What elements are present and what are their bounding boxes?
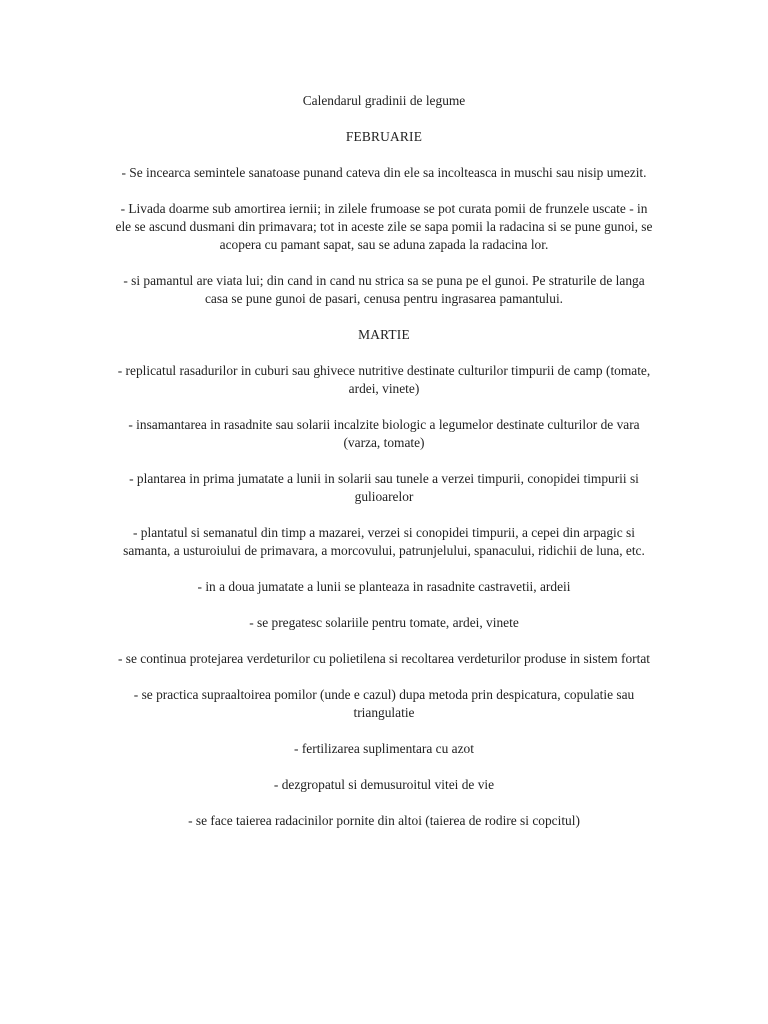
paragraph: - se face taierea radacinilor pornite din altoi (taierea de rodire si copcitul) [188,813,580,828]
paragraph: - se practica supraaltoirea pomilor (unde e cazul) dupa metoda prin despicatura, copulatie sau triangulatie [133,687,635,720]
paragraph: - insamantarea in rasadnite sau solarii incalzite biologic a legumelor destinate culturilor de vara (varza, tomate) [128,417,640,450]
section-februarie [112,128,656,308]
paragraph: - plantarea in prima jumatate a lunii in solarii sau tunele a verzei timpurii, conopidei timpurii si gulioarelor [129,471,639,504]
paragraph: - plantatul si semanatul din timp a mazarei, verzei si conopidei timpurii, a cepei din arpagic si samanta, a usturoiului de primavara, a morcovului, patrunjelului, spanacului, ridichii de luna, etc. [123,525,645,558]
paragraph: - replicatul rasadurilor in cuburi sau ghivece nutritive destinate culturilor timpurii de camp (tomate, ardei, vinete) [117,363,651,396]
paragraph: - si pamantul are viata lui; din cand in cand nu strica sa se puna pe el gunoi. Pe straturile de langa casa se pune gunoi de pasari, cenusa pentru ingrasarea pamantului. [123,273,645,306]
section-martie [112,326,656,830]
paragraph: - se continua protejarea verdeturilor cu polietilena si recoltarea verdeturilor produse in sistem fortat [117,651,651,666]
paragraph: - dezgropatul si demusuroitul vitei de vie [273,777,495,792]
paragraph: - in a doua jumatate a lunii se planteaza in rasadnite castravetii, ardeii [197,579,571,594]
month-heading: FEBRUARIE [345,129,423,144]
document-page [112,92,656,848]
paragraph: - fertilizarea suplimentara cu azot [294,741,474,756]
paragraph: - se pregatesc solariile pentru tomate, ardei, vinete [249,615,519,630]
paragraph: - Livada doarme sub amortirea iernii; in zilele frumoase se pot curata pomii de frunzele uscate - in ele se ascund dusmani din primavara; tot in aceste zile se sapa pomii la radacina si se pune gunoi, se acopera cu pamant sapat, sau se aduna zapada la radacina lor. [115,201,653,252]
document-title: Calendarul gradinii de legume [302,93,466,108]
month-heading: MARTIE [358,327,410,342]
paragraph: - Se incearca semintele sanatoase punand cateva din ele sa incolteasca in muschi sau nisip umezit. [121,165,647,180]
